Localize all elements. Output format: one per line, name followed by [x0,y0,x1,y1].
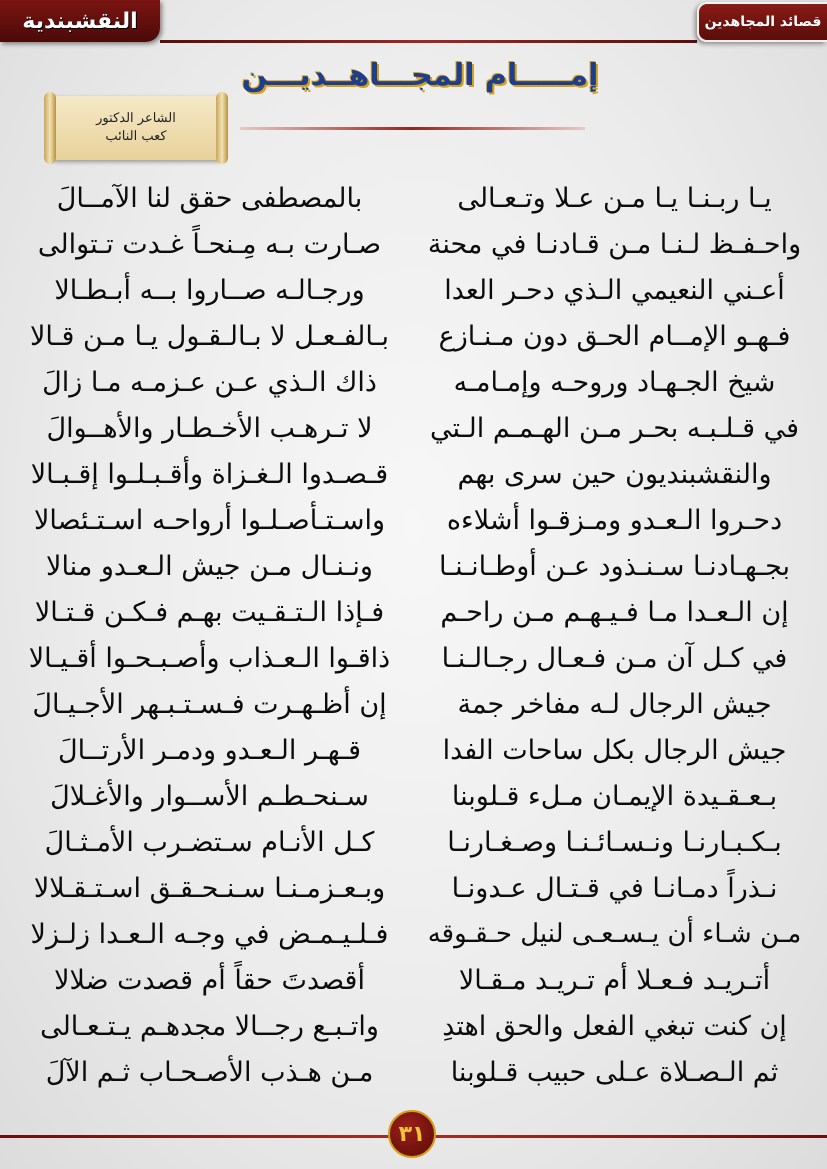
verse-second-hemistich: إن أظـهـرت فـسـتـبـهر الأجـيـالَ [32,688,387,720]
verse-second-hemistich: فـلـيـمـض في وجـه الـعـدا زلـزلا [30,918,389,950]
poet-name: كعب النائب [105,129,167,144]
verse-second-hemistich: واتـبـع رجــالا مجدهـم يـتـعـالى [40,1010,379,1042]
verse-second-hemistich: وبـعـزمـنـا سـنـحـقـق اسـتـقـلالا [33,872,386,904]
verse [0,1004,827,1048]
verse [0,176,827,220]
verse-second-hemistich: ذاك الـذي عـن عـزمـه مـا زالَ [42,366,377,398]
verse-second-hemistich: واسـتـأصـلـوا أرواحـه اسـتـئصالا [33,504,386,536]
verse-second-hemistich: مـن هـذب الأصـحـاب ثـم الآلَ [45,1056,374,1088]
magazine-name: النقشبندية [22,8,138,34]
verse-second-hemistich: قـصـدوا الـغـزاة وأقـبـلـوا إقـبـالا [30,458,389,490]
verse-second-hemistich: سـنحـطـم الأســوار والأغـلالَ [50,780,369,812]
verse-first-hemistich: مـن شـاء أن يـسـعـى لنيل حـقـوقه [427,919,802,949]
verse [0,360,827,404]
verse [0,590,827,634]
verse-first-hemistich: يـا ربـنـا يـا مـن عـلا وتـعـالى [457,182,772,214]
verse [0,728,827,772]
verse-first-hemistich: بجـهـادنـا سـنـذود عـن أوطـانـنـا [438,550,791,582]
verse-first-hemistich: بـعـقـيدة الإيمـان مـلء قـلوبنا [451,780,778,812]
verse [0,498,827,542]
poet-title: الشاعر الدكتور [96,111,176,126]
verse-first-hemistich: جيش الرجال بكل ساحات الفدا [442,734,787,766]
header-bar [0,0,827,46]
verse [0,636,827,680]
verse-second-hemistich: لا تـرهـب الأخـطـار والأهــوالَ [46,412,373,444]
verse-second-hemistich: صـارت بـه مِـنحـاً غـدت تـتوالى [37,228,382,260]
verse-first-hemistich: بـكـبـارنـا ونـسـائـنـا وصـغـارنـا [447,826,782,858]
verse-first-hemistich: ثم الـصـلاة عـلى حبيب قـلوبنا [450,1056,779,1088]
verse-first-hemistich: دحـروا الـعـدو ومـزقـوا أشلاءه [446,504,783,536]
verse-second-hemistich: فـإذا الـتـقـيت بهـم فـكـن قـتـالا [34,596,385,628]
verse [0,682,827,726]
verse-first-hemistich: إن الـعـدا مـا فـيـهـم مـن راحـم [440,596,789,628]
page-number-text: ٣١ [398,1121,426,1147]
section-badge [697,2,827,42]
verse-first-hemistich: أتـريـد فـعـلا أم تـريـد مـقـالا [458,964,771,996]
verse [0,912,827,956]
verse-first-hemistich: والنقشبنديون حين سرى بهم [457,458,772,490]
verse-first-hemistich: شيخ الجـهـاد وروحـه وإمـامـه [453,366,776,398]
verse [0,866,827,910]
verse-second-hemistich: قـهـر الـعـدو ودمـر الأرتــالَ [57,734,362,766]
verse [0,820,827,864]
verse-second-hemistich: ذاقـوا الـعـذاب وأصـبـحـوا أقـيـالا [28,642,391,674]
verse-first-hemistich: فـهـو الإمــام الحـق دون مـنـازع [438,320,791,352]
verse-first-hemistich: في كـل آن مـن فـعـال رجـالـنـا [441,642,788,674]
verse [0,452,827,496]
title-divider [240,127,585,130]
verse-second-hemistich: بالمصطفى حقق لنا الآمــالَ [56,182,363,214]
poem-title: إمـــــام المجـــاهــديـــن [241,58,599,93]
verse [0,958,827,1002]
poet-scroll [50,96,222,160]
verse [0,544,827,588]
verse-first-hemistich: إن كنت تبغي الفعل والحق اهتدِ [442,1010,787,1042]
header-divider [160,40,697,43]
verse [0,1050,827,1094]
verse-second-hemistich: ونـنـال مـن جيش الـعـدو منالا [46,550,373,582]
verse-first-hemistich: أعـني النعيمي الـذي دحـر العدا [444,274,785,306]
verse-first-hemistich: في قـلـبـه بحـر مـن الهـمـم الـتي [429,412,800,444]
verse-second-hemistich: ورجـالـه صــاروا بــه أبـطـالا [54,274,365,306]
verse-second-hemistich: كـل الأنـام سـتضـرب الأمـثـالَ [44,826,375,858]
verse-second-hemistich: أقصدتَ حقاً أم قصدت ضلالا [54,964,365,996]
page-number [388,1110,436,1158]
verse [0,314,827,358]
magazine-name-badge [0,0,160,42]
section-name: قصائد المجاهدين [704,14,822,30]
verse [0,774,827,818]
verse [0,222,827,266]
verse-first-hemistich: نـذراً دمـانـا في قـتـال عـدونـا [451,872,778,904]
verse-second-hemistich: بـالفـعـل لا بـالـقـول يـا مـن قـالا [29,320,390,352]
verse [0,268,827,312]
verse-first-hemistich: واحـفـظ لـنـا مـن قـادنـا في محنة [427,228,802,260]
verse-first-hemistich: جيش الرجال لـه مفاخر جمة [457,688,772,720]
verse [0,406,827,450]
